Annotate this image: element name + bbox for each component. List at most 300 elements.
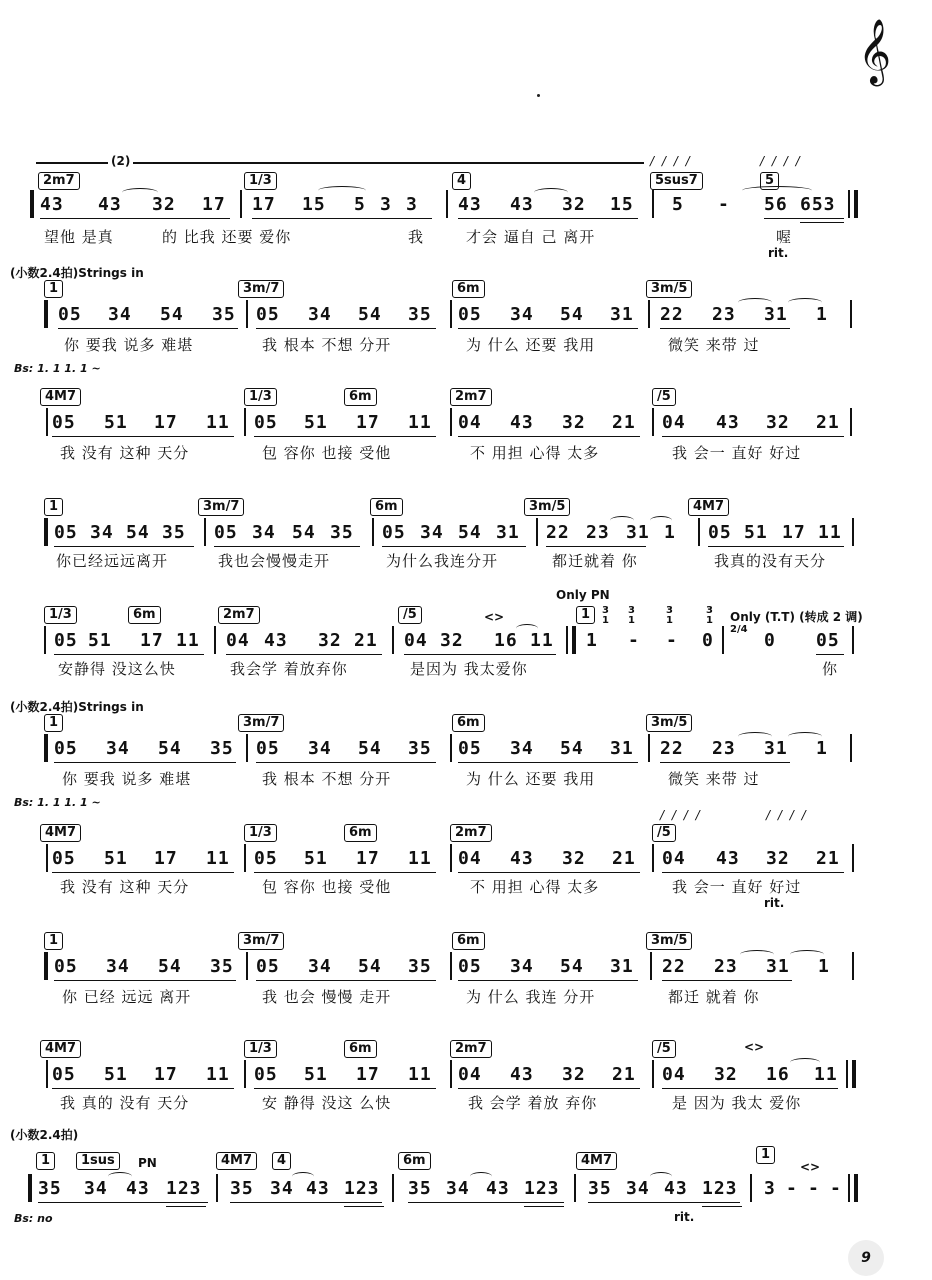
notation-note: 05	[382, 522, 406, 543]
notation-note: 1	[818, 956, 830, 977]
notation-note: 56	[764, 194, 788, 215]
notation-note: 32	[562, 848, 586, 869]
notation-note: -	[718, 194, 730, 215]
lyric-line: 我也会慢慢走开	[218, 552, 331, 570]
notation-note: 17	[154, 1064, 178, 1085]
notation-note: 653	[800, 194, 836, 215]
section-label: (小数2.4拍)	[10, 1128, 79, 1142]
lyric-line: 我会学 着放弃你	[230, 660, 348, 678]
notation-note: 22	[662, 956, 686, 977]
notation-note: 43	[716, 848, 740, 869]
notation-note: 54	[358, 956, 382, 977]
notation-note: 35	[588, 1178, 612, 1199]
notation-note: 11	[206, 848, 230, 869]
notation-note: 54	[458, 522, 482, 543]
notation-note: -	[786, 1178, 798, 1199]
chord-symbol: 3m/7	[238, 280, 284, 298]
chord-symbol: 3m/5	[646, 280, 692, 298]
chord-symbol: 3m/5	[646, 714, 692, 732]
notation-note: 54	[560, 304, 584, 325]
lyric-line: 才会 逼自 己 离开	[466, 228, 596, 246]
notation-note: 05	[54, 956, 78, 977]
barline	[848, 190, 850, 218]
system-row-3	[0, 382, 932, 507]
notation-note: 35	[38, 1178, 62, 1199]
volta-bracket	[112, 162, 644, 164]
chord-symbol: 3m/7	[238, 714, 284, 732]
chord-symbol: 3m/5	[646, 932, 692, 950]
notation-note: 51	[744, 522, 768, 543]
notation-note: 34	[270, 1178, 294, 1199]
notation-note: 32	[562, 1064, 586, 1085]
lyric-line: 微笑 来带 过	[668, 336, 760, 354]
notation-note: 04	[404, 630, 428, 651]
page-number: 9	[848, 1240, 884, 1276]
lyric-line: 是因为 我太爱你	[410, 660, 528, 678]
dynamic-mark: <>	[800, 1160, 821, 1174]
notation-note: 43	[664, 1178, 688, 1199]
chord-symbol: /5	[398, 606, 422, 624]
notation-note: 32	[562, 194, 586, 215]
chord-symbol: 4M7	[40, 824, 81, 842]
pn-mark: PN	[138, 1156, 157, 1170]
notation-note: 54	[560, 956, 584, 977]
notation-note: 43	[510, 848, 534, 869]
notation-note: 35	[330, 522, 354, 543]
chord-symbol: 6m	[128, 606, 161, 624]
notation-note: 32	[152, 194, 176, 215]
chord-symbol: 3m/7	[198, 498, 244, 516]
lyric-line: 我 也会 慢慢 走开	[262, 988, 392, 1006]
lyric-line: 是 因为 我太 爱你	[672, 1094, 802, 1112]
notation-note: 35	[408, 1178, 432, 1199]
chord-symbol: 6m	[344, 1040, 377, 1058]
chord-symbol: 1/3	[244, 172, 277, 190]
chord-symbol: 6m	[344, 824, 377, 842]
notation-note: 15	[302, 194, 326, 215]
notation-note: 17	[356, 412, 380, 433]
notation-note: 54	[358, 304, 382, 325]
lyric-line: 不 用担 心得 太多	[470, 878, 600, 896]
notation-note: 1	[664, 522, 676, 543]
chord-symbol: 4M7	[40, 1040, 81, 1058]
notation-note: 35	[408, 304, 432, 325]
notation-note: 34	[420, 522, 444, 543]
notation-note: 3	[380, 194, 392, 215]
notation-note: 43	[40, 194, 64, 215]
notation-note: 04	[662, 848, 686, 869]
notation-note: 32	[318, 630, 342, 651]
notation-note: 04	[458, 848, 482, 869]
lyric-line: 为什么我连分开	[386, 552, 499, 570]
notation-note: 1	[816, 304, 828, 325]
chord-symbol: 1/3	[244, 1040, 277, 1058]
lyric-line: 你已经远远离开	[56, 552, 169, 570]
chord-symbol: 4M7	[688, 498, 729, 516]
notation-note: 05	[54, 738, 78, 759]
notation-note: 35	[230, 1178, 254, 1199]
notation-note: 04	[458, 412, 482, 433]
strum-mark: / / / /	[660, 808, 702, 822]
notation-note: 05	[52, 412, 76, 433]
stray-dot	[537, 94, 540, 97]
start-barline	[44, 300, 48, 328]
notation-note: 17	[154, 412, 178, 433]
lyric-line: 不 用担 心得 太多	[470, 444, 600, 462]
notation-note: 05	[54, 522, 78, 543]
chord-symbol: 2m7	[218, 606, 260, 624]
chord-symbol: 1	[576, 606, 595, 624]
chord-symbol: 3m/7	[238, 932, 284, 950]
lyric-line: 你 已经 远远 离开	[62, 988, 192, 1006]
lyric-line: 我 没有 这种 天分	[60, 878, 190, 896]
notation-note: 22	[660, 304, 684, 325]
section-label: (小数2.4拍)Strings in	[10, 266, 144, 280]
notation-note: 21	[612, 412, 636, 433]
lyric-line: 你 要我 说多 难堪	[62, 770, 192, 788]
notation-note: 15	[610, 194, 634, 215]
notation-note: 05	[708, 522, 732, 543]
notation-note: 17	[140, 630, 164, 651]
notation-note: 11	[206, 1064, 230, 1085]
system-row-10	[0, 1124, 932, 1249]
notation-note: 31	[764, 304, 788, 325]
key-change-mark: Only (T.T) (转成 2 调)	[730, 610, 863, 624]
chord-symbol: 6m	[452, 280, 485, 298]
notation-note: 43	[458, 194, 482, 215]
chord-symbol: /5	[652, 1040, 676, 1058]
notation-note: -	[830, 1178, 842, 1199]
notation-note: 17	[252, 194, 276, 215]
notation-note: 5	[672, 194, 684, 215]
lyric-line: 我 根本 不想 分开	[262, 770, 392, 788]
chord-symbol: 6m	[398, 1152, 431, 1170]
notation-note: 51	[104, 1064, 128, 1085]
barline	[446, 190, 448, 218]
chord-symbol: 2m7	[450, 388, 492, 406]
notation-note: 23	[586, 522, 610, 543]
notation-note: 11	[408, 412, 432, 433]
notation-note: 32	[766, 848, 790, 869]
notation-note: 43	[510, 194, 534, 215]
notation-note: 43	[264, 630, 288, 651]
notation-note: 32	[440, 630, 464, 651]
notation-note: 22	[546, 522, 570, 543]
notation-note: 51	[304, 848, 328, 869]
notation-note: 31	[610, 304, 634, 325]
chord-stack: 3 1	[628, 605, 635, 626]
notation-note: 54	[560, 738, 584, 759]
chord-symbol: /5	[652, 388, 676, 406]
notation-note: 5	[354, 194, 366, 215]
lyric-line: 我 会一 直好 好过	[672, 878, 802, 896]
notation-note: -	[666, 630, 678, 651]
notation-note: 32	[562, 412, 586, 433]
chord-symbol: 1	[36, 1152, 55, 1170]
notation-note: -	[628, 630, 640, 651]
notation-note: 34	[252, 522, 276, 543]
notation-note: 31	[766, 956, 790, 977]
notation-note: 11	[818, 522, 842, 543]
notation-note: 123	[344, 1178, 380, 1199]
notation-note: 11	[408, 1064, 432, 1085]
chord-symbol: 5	[760, 172, 779, 190]
chord-symbol: 1sus	[76, 1152, 120, 1170]
notation-note: 43	[486, 1178, 510, 1199]
notation-note: 05	[256, 956, 280, 977]
notation-note: 16	[766, 1064, 790, 1085]
lyric-line: 包 容你 也接 受他	[262, 878, 392, 896]
notation-note: 34	[510, 738, 534, 759]
lyric-line: 微笑 来带 过	[668, 770, 760, 788]
notation-note: 34	[84, 1178, 108, 1199]
notation-note: 51	[104, 848, 128, 869]
notation-note: 31	[764, 738, 788, 759]
notation-note: 04	[662, 412, 686, 433]
notation-note: 35	[212, 304, 236, 325]
notation-note: 05	[254, 848, 278, 869]
notation-note: 31	[610, 738, 634, 759]
notation-note: 51	[304, 412, 328, 433]
notation-note: 34	[308, 304, 332, 325]
notation-note: 43	[126, 1178, 150, 1199]
notation-note: 32	[714, 1064, 738, 1085]
notation-note: 11	[814, 1064, 838, 1085]
chord-symbol: 4M7	[576, 1152, 617, 1170]
lyric-line: 你	[822, 660, 839, 678]
notation-note: 17	[154, 848, 178, 869]
chord-symbol: /5	[652, 824, 676, 842]
chord-symbol: 6m	[452, 714, 485, 732]
notation-note: 11	[206, 412, 230, 433]
notation-note: 123	[524, 1178, 560, 1199]
notation-note: 23	[714, 956, 738, 977]
notation-note: 05	[54, 630, 78, 651]
notation-note: 43	[716, 412, 740, 433]
section-label: (小数2.4拍)Strings in	[10, 700, 144, 714]
chord-symbol: 1	[44, 498, 63, 516]
notation-note: 21	[354, 630, 378, 651]
chord-symbol: 1	[44, 280, 63, 298]
notation-note: 17	[356, 1064, 380, 1085]
notation-note: 05	[58, 304, 82, 325]
lyric-line: 安静得 没这么快	[58, 660, 176, 678]
treble-clef-icon: 𝄞	[858, 19, 892, 84]
start-barline	[30, 190, 34, 218]
notation-note: 17	[356, 848, 380, 869]
lyric-line: 我 会学 着放 弃你	[468, 1094, 598, 1112]
notation-note: 31	[496, 522, 520, 543]
chord-symbol: 1	[44, 714, 63, 732]
chord-symbol: 4M7	[216, 1152, 257, 1170]
notation-note: 31	[626, 522, 650, 543]
notation-note: 05	[816, 630, 840, 651]
notation-note: 35	[408, 956, 432, 977]
system-row-7	[0, 808, 932, 933]
notation-note: 17	[782, 522, 806, 543]
strum-mark: / / / /	[760, 154, 802, 168]
notation-note: 34	[90, 522, 114, 543]
notation-note: 0	[764, 630, 776, 651]
chord-symbol: 4	[272, 1152, 291, 1170]
barline	[240, 190, 242, 218]
notation-note: 0	[702, 630, 714, 651]
notation-note: 04	[662, 1064, 686, 1085]
notation-note: 21	[612, 848, 636, 869]
strum-mark: / / / /	[650, 154, 692, 168]
bass-line: Bs: 1. 1 1. 1 ~	[14, 362, 101, 375]
dynamic-mark: <>	[484, 610, 505, 624]
notation-note: 34	[446, 1178, 470, 1199]
chord-symbol: 1/3	[244, 824, 277, 842]
lyric-line: 的 比我 还要 爱你	[162, 228, 292, 246]
lyric-line: 我 根本 不想 分开	[262, 336, 392, 354]
strum-mark: / / / /	[766, 808, 808, 822]
notation-note: 123	[166, 1178, 202, 1199]
notation-note: 51	[104, 412, 128, 433]
notation-note: 34	[510, 304, 534, 325]
system-row-6	[0, 696, 932, 821]
rit-mark: rit.	[674, 1210, 695, 1224]
barline	[652, 190, 654, 218]
notation-note: 54	[292, 522, 316, 543]
notation-note: 43	[510, 412, 534, 433]
notation-note: 23	[712, 738, 736, 759]
lyric-line: 为 什么 还要 我用	[466, 770, 596, 788]
notation-note: 34	[308, 956, 332, 977]
chord-symbol: 2m7	[450, 824, 492, 842]
bass-line: Bs: no	[14, 1212, 53, 1225]
notation-note: 54	[158, 738, 182, 759]
end-barline	[854, 190, 858, 218]
notation-note: 35	[210, 956, 234, 977]
notation-note: 1	[586, 630, 598, 651]
dynamic-mark: <>	[744, 1040, 765, 1054]
lyric-line: 安 静得 没这 么快	[262, 1094, 392, 1112]
lyric-line: 我 真的 没有 天分	[60, 1094, 190, 1112]
notation-note: 05	[458, 956, 482, 977]
notation-note: 51	[304, 1064, 328, 1085]
notation-note: 17	[202, 194, 226, 215]
notation-note: 123	[702, 1178, 738, 1199]
notation-note: 51	[88, 630, 112, 651]
notation-note: 21	[612, 1064, 636, 1085]
notation-note: 05	[214, 522, 238, 543]
notation-note: 34	[106, 956, 130, 977]
chord-symbol: 1/3	[44, 606, 77, 624]
lyric-line: 我 没有 这种 天分	[60, 444, 190, 462]
notation-note: 05	[254, 1064, 278, 1085]
rit-mark: rit.	[764, 896, 785, 910]
notation-note: 54	[126, 522, 150, 543]
notation-note: 43	[98, 194, 122, 215]
notation-note: 23	[712, 304, 736, 325]
notation-note: 11	[176, 630, 200, 651]
notation-note: 34	[626, 1178, 650, 1199]
notation-note: 16	[494, 630, 518, 651]
notation-note: 54	[358, 738, 382, 759]
notation-note: 34	[108, 304, 132, 325]
notation-note: 05	[52, 848, 76, 869]
chord-symbol: 2m7	[450, 1040, 492, 1058]
notation-note: 1	[816, 738, 828, 759]
lyric-line: 喔	[776, 228, 793, 246]
notation-note: 05	[256, 738, 280, 759]
chord-symbol: 5sus7	[650, 172, 703, 190]
notation-note: 04	[458, 1064, 482, 1085]
notation-note: 3	[764, 1178, 776, 1199]
notation-note: 3	[406, 194, 418, 215]
chord-symbol: 6m	[370, 498, 403, 516]
notation-note: 21	[816, 848, 840, 869]
notation-note: 34	[510, 956, 534, 977]
system-row-1	[0, 150, 932, 275]
chord-stack: 3 1	[706, 605, 713, 626]
only-pn-mark: Only PN	[556, 588, 610, 602]
lyric-line: 我	[408, 228, 425, 246]
notation-note: 54	[160, 304, 184, 325]
notation-note: 11	[408, 848, 432, 869]
notation-note: 43	[510, 1064, 534, 1085]
notation-note: 32	[766, 412, 790, 433]
bass-line: Bs: 1. 1 1. 1 ~	[14, 796, 101, 809]
chord-symbol: 2m7	[38, 172, 80, 190]
notation-note: 43	[306, 1178, 330, 1199]
notation-note: 35	[162, 522, 186, 543]
notation-note: 04	[226, 630, 250, 651]
notation-note: 35	[408, 738, 432, 759]
lyric-line: 都迁就着 你	[552, 552, 638, 570]
lyric-line: 我 会一 直好 好过	[672, 444, 802, 462]
chord-stack: 3 1	[666, 605, 673, 626]
lyric-line: 你 要我 说多 难堪	[64, 336, 194, 354]
system-row-8	[0, 926, 932, 1051]
rit-mark: rit.	[768, 246, 789, 260]
lyric-line: 我真的没有天分	[714, 552, 827, 570]
lyric-line: 为 什么 我连 分开	[466, 988, 596, 1006]
chord-symbol: 3m/5	[524, 498, 570, 516]
notation-note: 31	[610, 956, 634, 977]
notation-note: 21	[816, 412, 840, 433]
time-signature: 2/4	[730, 624, 748, 635]
chord-symbol: 1	[44, 932, 63, 950]
notation-note: 34	[106, 738, 130, 759]
volta-number: (2)	[108, 154, 133, 168]
notation-note: 05	[458, 738, 482, 759]
chord-symbol: 6m	[452, 932, 485, 950]
chord-symbol: 1	[756, 1146, 775, 1164]
notation-note: 54	[158, 956, 182, 977]
notation-note: 22	[660, 738, 684, 759]
lyric-line: 都迁 就着 你	[668, 988, 760, 1006]
notation-note: 05	[458, 304, 482, 325]
notation-note: 05	[52, 1064, 76, 1085]
lyric-line: 为 什么 还要 我用	[466, 336, 596, 354]
notation-note: 05	[256, 304, 280, 325]
system-row-2	[0, 262, 932, 387]
chord-symbol: 4M7	[40, 388, 81, 406]
notation-note: 35	[210, 738, 234, 759]
chord-stack: 3 1	[602, 605, 609, 626]
lyric-line: 包 容你 也接 受他	[262, 444, 392, 462]
notation-note: 34	[308, 738, 332, 759]
chord-symbol: 4	[452, 172, 471, 190]
lyric-line: 望他 是真	[44, 228, 114, 246]
chord-symbol: 6m	[344, 388, 377, 406]
notation-note: 11	[530, 630, 554, 651]
notation-note: -	[808, 1178, 820, 1199]
chord-symbol: 1/3	[244, 388, 277, 406]
